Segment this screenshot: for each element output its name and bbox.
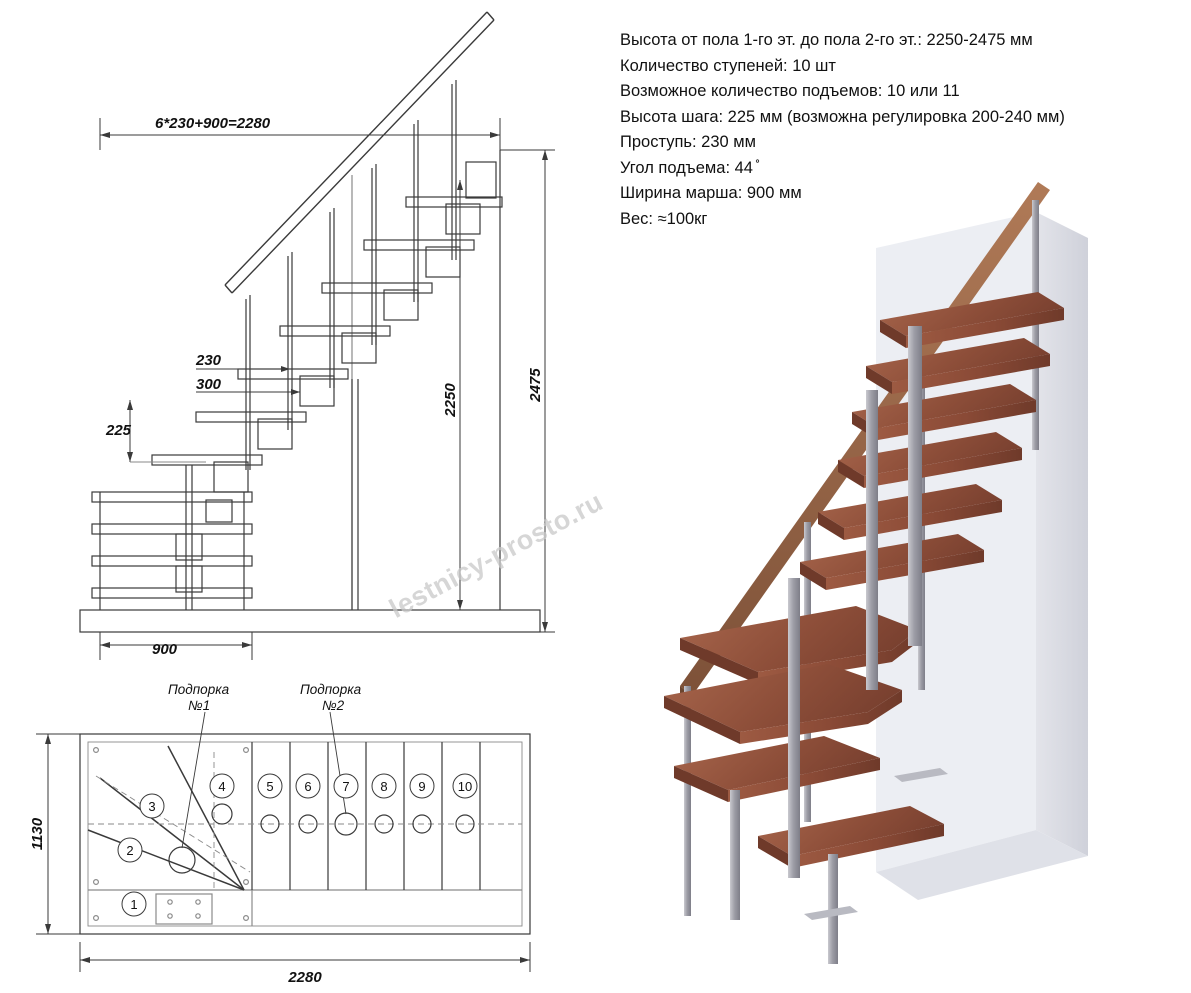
spec-item-3: Высота шага: 225 мм (возможна регулировка 200-240 мм) xyxy=(620,107,1065,126)
plan-step-dividers xyxy=(252,742,480,890)
plan-dimensions xyxy=(36,734,530,972)
support2-label-line1: Подпорка xyxy=(300,682,362,697)
dim-top-label: 6*230+900=2280 xyxy=(155,115,271,132)
spec-item-4: Проступь: 230 мм xyxy=(620,133,756,151)
handrail xyxy=(225,12,494,293)
support-posts xyxy=(186,379,358,610)
spec-item-1: Количество ступеней: 10 шт xyxy=(620,56,836,75)
plan-view-drawing xyxy=(0,672,620,992)
step-number-2: 2 xyxy=(126,843,134,858)
support2-label-line2: №2 xyxy=(322,698,345,713)
stair-3d-render xyxy=(618,130,1191,990)
plan-outline xyxy=(80,734,530,934)
plan-dim-1130: 1130 xyxy=(29,817,46,851)
step-number-3: 3 xyxy=(148,799,156,814)
step-number-8: 8 xyxy=(380,779,388,794)
step-number-4: 4 xyxy=(218,779,226,794)
dim-riser-label: 225 xyxy=(106,422,132,439)
dim-tread-label: 230 xyxy=(196,352,222,369)
dim-2475-label: 2475 xyxy=(527,368,544,402)
step-number-7: 7 xyxy=(342,779,350,794)
support1-label-line2: №1 xyxy=(188,698,211,713)
step-number-1: 1 xyxy=(130,897,138,912)
step-number-9: 9 xyxy=(418,779,426,794)
floor-slab xyxy=(80,610,540,632)
dim-300-label: 300 xyxy=(196,376,222,393)
spec-item-2: Возможное количество подъемов: 10 или 11 xyxy=(620,82,960,100)
plan-step-numbers xyxy=(118,774,477,916)
step-number-5: 5 xyxy=(266,779,274,794)
side-elevation-drawing xyxy=(0,0,620,680)
dimension-lines xyxy=(100,118,555,660)
dim-900-label: 900 xyxy=(152,641,178,658)
support1-label-line1: Подпорка xyxy=(168,682,230,697)
spec-item-5: Угол подъема: 44 ̊ xyxy=(620,158,758,177)
plan-winder-lines xyxy=(88,746,244,890)
dim-2250-label: 2250 xyxy=(442,383,459,417)
spec-item-7: Вес: ≈100кг xyxy=(620,209,708,228)
plan-dim-2280: 2280 xyxy=(288,969,322,986)
step-number-10: 10 xyxy=(457,779,473,794)
step-number-6: 6 xyxy=(304,779,312,794)
spec-item-6: Ширина марша: 900 мм xyxy=(620,184,802,202)
plan-posts xyxy=(169,804,474,873)
steps-side xyxy=(92,162,502,610)
spec-item-0: Высота от пола 1-го эт. до пола 2-го эт.: 2250-2475 мм xyxy=(620,31,1033,49)
watermark: lestnicy-prosto.ru xyxy=(384,486,608,624)
